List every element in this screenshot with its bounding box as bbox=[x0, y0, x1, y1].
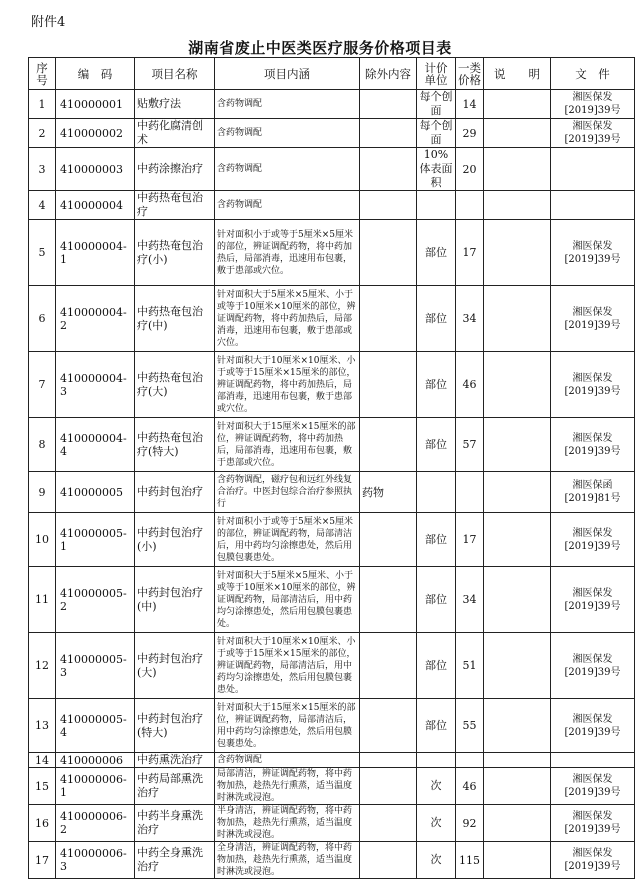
table-row bbox=[29, 90, 635, 119]
cell-remark bbox=[484, 352, 551, 418]
cell-remark bbox=[484, 513, 551, 567]
header-seq: 序号 bbox=[29, 58, 56, 90]
cell-code: 410000001 bbox=[56, 90, 135, 119]
cell-item-name: 中药封包治疗(大) bbox=[135, 633, 215, 699]
cell-seq: 6 bbox=[29, 286, 56, 352]
cell-remark bbox=[484, 191, 551, 220]
cell-item-name: 中药热奄包治疗 bbox=[135, 191, 215, 220]
cell-exclusion bbox=[360, 119, 417, 148]
cell-document: 湘医保发[2019]39号 bbox=[551, 90, 635, 119]
cell-code: 410000006-1 bbox=[56, 768, 135, 805]
cell-price: 17 bbox=[456, 513, 484, 567]
table-row bbox=[29, 805, 635, 842]
table-row bbox=[29, 191, 635, 220]
table-row bbox=[29, 418, 635, 472]
cell-code: 410000005-4 bbox=[56, 699, 135, 753]
cell-item-name: 中药半身熏洗治疗 bbox=[135, 805, 215, 842]
cell-code: 410000004 bbox=[56, 191, 135, 220]
cell-unit: 部位 bbox=[417, 286, 456, 352]
table-row bbox=[29, 220, 635, 286]
cell-price: 92 bbox=[456, 805, 484, 842]
table-header-row bbox=[29, 58, 635, 90]
header-unit: 计价单位 bbox=[417, 58, 456, 90]
cell-code: 410000005-2 bbox=[56, 567, 135, 633]
cell-item-name: 中药热奄包治疗(中) bbox=[135, 286, 215, 352]
cell-exclusion bbox=[360, 418, 417, 472]
cell-exclusion bbox=[360, 633, 417, 699]
cell-content: 针对面积大于5厘米×5厘米、小于或等于10厘米×10厘米的部位，辨证调配药物，局部清洁后，用中药均匀涂擦患处，然后用包膜包裹患处。 bbox=[215, 567, 360, 633]
cell-remark bbox=[484, 220, 551, 286]
header-name: 项目名称 bbox=[135, 58, 215, 90]
table-row bbox=[29, 842, 635, 879]
cell-unit: 每个创面 bbox=[417, 119, 456, 148]
cell-item-name: 贴敷疗法 bbox=[135, 90, 215, 119]
cell-content: 含药物调配 bbox=[215, 148, 360, 191]
cell-price bbox=[456, 191, 484, 220]
cell-exclusion bbox=[360, 753, 417, 768]
cell-exclusion bbox=[360, 567, 417, 633]
cell-price: 34 bbox=[456, 567, 484, 633]
cell-seq: 16 bbox=[29, 805, 56, 842]
page-title: 湖南省废止中医类医疗服务价格项目表 bbox=[188, 39, 452, 57]
cell-price: 51 bbox=[456, 633, 484, 699]
cell-item-name: 中药局部熏洗治疗 bbox=[135, 768, 215, 805]
header-content: 项目内涵 bbox=[215, 58, 360, 90]
header-remark: 说 明 bbox=[484, 58, 551, 90]
cell-seq: 8 bbox=[29, 418, 56, 472]
cell-unit: 部位 bbox=[417, 352, 456, 418]
cell-exclusion bbox=[360, 352, 417, 418]
cell-seq: 11 bbox=[29, 567, 56, 633]
cell-price: 20 bbox=[456, 148, 484, 191]
cell-item-name: 中药热奄包治疗(大) bbox=[135, 352, 215, 418]
cell-content: 局部清洁，辨证调配药物，将中药物加热，趁热先行熏蒸，适当温度时淋洗或浸泡。 bbox=[215, 768, 360, 805]
cell-unit: 每个创面 bbox=[417, 90, 456, 119]
cell-item-name: 中药化腐清创术 bbox=[135, 119, 215, 148]
cell-unit: 次 bbox=[417, 805, 456, 842]
cell-price: 29 bbox=[456, 119, 484, 148]
cell-remark bbox=[484, 699, 551, 753]
cell-remark bbox=[484, 842, 551, 879]
cell-content: 针对面积大于10厘米×10厘米、小于或等于15厘米×15厘米的部位，辨证调配药物，将中药加热后，局部消毒，迅速用布包裹，敷于患部或穴位。 bbox=[215, 352, 360, 418]
cell-price bbox=[456, 753, 484, 768]
attachment-label: 附件4 bbox=[31, 15, 66, 30]
cell-document: 湘医保发[2019]39号 bbox=[551, 418, 635, 472]
cell-content: 针对面积大于10厘米×10厘米、小于或等于15厘米×15厘米的部位，辨证调配药物，局部清洁后，用中药均匀涂擦患处，然后用包膜包裹患处。 bbox=[215, 633, 360, 699]
cell-code: 410000006-2 bbox=[56, 805, 135, 842]
cell-remark bbox=[484, 286, 551, 352]
cell-content: 含药物调配，磁疗包和远红外线复合治疗。中医封包综合治疗参照执行 bbox=[215, 472, 360, 513]
cell-unit: 部位 bbox=[417, 699, 456, 753]
table-row bbox=[29, 286, 635, 352]
cell-unit bbox=[417, 472, 456, 513]
cell-unit: 次 bbox=[417, 842, 456, 879]
cell-seq: 17 bbox=[29, 842, 56, 879]
cell-seq: 15 bbox=[29, 768, 56, 805]
cell-item-name: 中药封包治疗 bbox=[135, 472, 215, 513]
cell-exclusion bbox=[360, 191, 417, 220]
cell-remark bbox=[484, 148, 551, 191]
cell-remark bbox=[484, 418, 551, 472]
cell-seq: 5 bbox=[29, 220, 56, 286]
cell-document bbox=[551, 753, 635, 768]
cell-document: 湘医保发[2019]39号 bbox=[551, 286, 635, 352]
cell-content: 含药物调配 bbox=[215, 119, 360, 148]
cell-price: 34 bbox=[456, 286, 484, 352]
cell-seq: 14 bbox=[29, 753, 56, 768]
cell-document: 湘医保发[2019]39号 bbox=[551, 220, 635, 286]
cell-unit bbox=[417, 191, 456, 220]
cell-code: 410000002 bbox=[56, 119, 135, 148]
cell-exclusion bbox=[360, 148, 417, 191]
cell-seq: 3 bbox=[29, 148, 56, 191]
cell-exclusion bbox=[360, 768, 417, 805]
cell-seq: 2 bbox=[29, 119, 56, 148]
cell-exclusion bbox=[360, 513, 417, 567]
cell-remark bbox=[484, 567, 551, 633]
cell-document: 湘医保发[2019]39号 bbox=[551, 699, 635, 753]
cell-exclusion bbox=[360, 699, 417, 753]
cell-content: 针对面积大于15厘米×15厘米的部位，辨证调配药物，局部清洁后，用中药均匀涂擦患处，然后用包膜包裹患处。 bbox=[215, 699, 360, 753]
cell-content: 针对面积小于或等于5厘米×5厘米的部位，辨证调配药物，局部清洁后，用中药均匀涂擦患处，然后用包膜包裹患处。 bbox=[215, 513, 360, 567]
cell-code: 410000006-3 bbox=[56, 842, 135, 879]
table-row bbox=[29, 513, 635, 567]
table-row bbox=[29, 119, 635, 148]
cell-content: 含药物调配 bbox=[215, 90, 360, 119]
cell-document bbox=[551, 191, 635, 220]
table-row bbox=[29, 352, 635, 418]
cell-document: 湘医保发[2019]39号 bbox=[551, 119, 635, 148]
header-exclusion: 除外内容 bbox=[360, 58, 417, 90]
header-price: 一类价格 bbox=[456, 58, 484, 90]
cell-code: 410000006 bbox=[56, 753, 135, 768]
cell-code: 410000005-1 bbox=[56, 513, 135, 567]
cell-remark bbox=[484, 633, 551, 699]
table-row bbox=[29, 699, 635, 753]
cell-unit: 10%体表面积 bbox=[417, 148, 456, 191]
cell-item-name: 中药封包治疗(特大) bbox=[135, 699, 215, 753]
cell-document: 湘医保发[2019]39号 bbox=[551, 633, 635, 699]
cell-price: 46 bbox=[456, 352, 484, 418]
cell-price: 14 bbox=[456, 90, 484, 119]
cell-remark bbox=[484, 472, 551, 513]
cell-remark bbox=[484, 805, 551, 842]
cell-seq: 9 bbox=[29, 472, 56, 513]
cell-unit: 部位 bbox=[417, 418, 456, 472]
cell-code: 410000005 bbox=[56, 472, 135, 513]
cell-item-name: 中药涂擦治疗 bbox=[135, 148, 215, 191]
cell-document: 湘医保发[2019]39号 bbox=[551, 805, 635, 842]
cell-seq: 10 bbox=[29, 513, 56, 567]
header-document: 文 件 bbox=[551, 58, 635, 90]
cell-content: 含药物调配 bbox=[215, 753, 360, 768]
cell-document: 湘医保发[2019]39号 bbox=[551, 768, 635, 805]
cell-price: 55 bbox=[456, 699, 484, 753]
cell-unit: 次 bbox=[417, 768, 456, 805]
table-row bbox=[29, 148, 635, 191]
cell-document: 湘医保发[2019]39号 bbox=[551, 352, 635, 418]
header-code: 编 码 bbox=[56, 58, 135, 90]
cell-content: 针对面积小于或等于5厘米×5厘米的部位，辨证调配药物，将中药加热后，局部消毒，迅速用布包裹，敷于患部或穴位。 bbox=[215, 220, 360, 286]
cell-item-name: 中药热奄包治疗(特大) bbox=[135, 418, 215, 472]
cell-code: 410000004-3 bbox=[56, 352, 135, 418]
cell-code: 410000004-2 bbox=[56, 286, 135, 352]
cell-document: 湘医保发[2019]39号 bbox=[551, 842, 635, 879]
cell-unit: 部位 bbox=[417, 567, 456, 633]
cell-seq: 4 bbox=[29, 191, 56, 220]
cell-content: 针对面积大于15厘米×15厘米的部位，辨证调配药物，将中药加热后，局部消毒，迅速用布包裹，敷于患部或穴位。 bbox=[215, 418, 360, 472]
cell-code: 410000004-1 bbox=[56, 220, 135, 286]
cell-price: 17 bbox=[456, 220, 484, 286]
cell-price: 46 bbox=[456, 768, 484, 805]
cell-unit bbox=[417, 753, 456, 768]
table-row bbox=[29, 472, 635, 513]
cell-content: 半身清洁，辨证调配药物，将中药物加热，趁热先行熏蒸，适当温度时淋洗或浸泡。 bbox=[215, 805, 360, 842]
cell-item-name: 中药全身熏洗治疗 bbox=[135, 842, 215, 879]
cell-document: 湘医保发[2019]39号 bbox=[551, 513, 635, 567]
cell-document: 湘医保函[2019]81号 bbox=[551, 472, 635, 513]
cell-exclusion bbox=[360, 220, 417, 286]
cell-unit: 部位 bbox=[417, 633, 456, 699]
table-row bbox=[29, 633, 635, 699]
cell-exclusion: 药物 bbox=[360, 472, 417, 513]
cell-exclusion bbox=[360, 90, 417, 119]
cell-item-name: 中药封包治疗(中) bbox=[135, 567, 215, 633]
cell-content: 含药物调配 bbox=[215, 191, 360, 220]
table-row bbox=[29, 567, 635, 633]
cell-code: 410000003 bbox=[56, 148, 135, 191]
cell-price bbox=[456, 472, 484, 513]
cell-document bbox=[551, 148, 635, 191]
cell-price: 57 bbox=[456, 418, 484, 472]
cell-item-name: 中药热奄包治疗(小) bbox=[135, 220, 215, 286]
cell-remark bbox=[484, 90, 551, 119]
cell-seq: 1 bbox=[29, 90, 56, 119]
cell-exclusion bbox=[360, 842, 417, 879]
cell-seq: 12 bbox=[29, 633, 56, 699]
cell-price: 115 bbox=[456, 842, 484, 879]
cell-exclusion bbox=[360, 286, 417, 352]
table-row bbox=[29, 768, 635, 805]
cell-content: 针对面积大于5厘米×5厘米、小于或等于10厘米×10厘米的部位，辨证调配药物，将中药加热后，局部消毒，迅速用布包裹，敷于患部或穴位。 bbox=[215, 286, 360, 352]
cell-remark bbox=[484, 768, 551, 805]
cell-content: 全身清洁，辨证调配药物，将中药物加热，趁热先行熏蒸，适当温度时淋洗或浸泡。 bbox=[215, 842, 360, 879]
cell-item-name: 中药熏洗治疗 bbox=[135, 753, 215, 768]
cell-item-name: 中药封包治疗(小) bbox=[135, 513, 215, 567]
table-row bbox=[29, 753, 635, 768]
price-item-table bbox=[28, 57, 635, 879]
cell-unit: 部位 bbox=[417, 513, 456, 567]
cell-remark bbox=[484, 753, 551, 768]
cell-seq: 7 bbox=[29, 352, 56, 418]
cell-seq: 13 bbox=[29, 699, 56, 753]
cell-exclusion bbox=[360, 805, 417, 842]
cell-code: 410000004-4 bbox=[56, 418, 135, 472]
cell-remark bbox=[484, 119, 551, 148]
cell-code: 410000005-3 bbox=[56, 633, 135, 699]
cell-document: 湘医保发[2019]39号 bbox=[551, 567, 635, 633]
cell-unit: 部位 bbox=[417, 220, 456, 286]
